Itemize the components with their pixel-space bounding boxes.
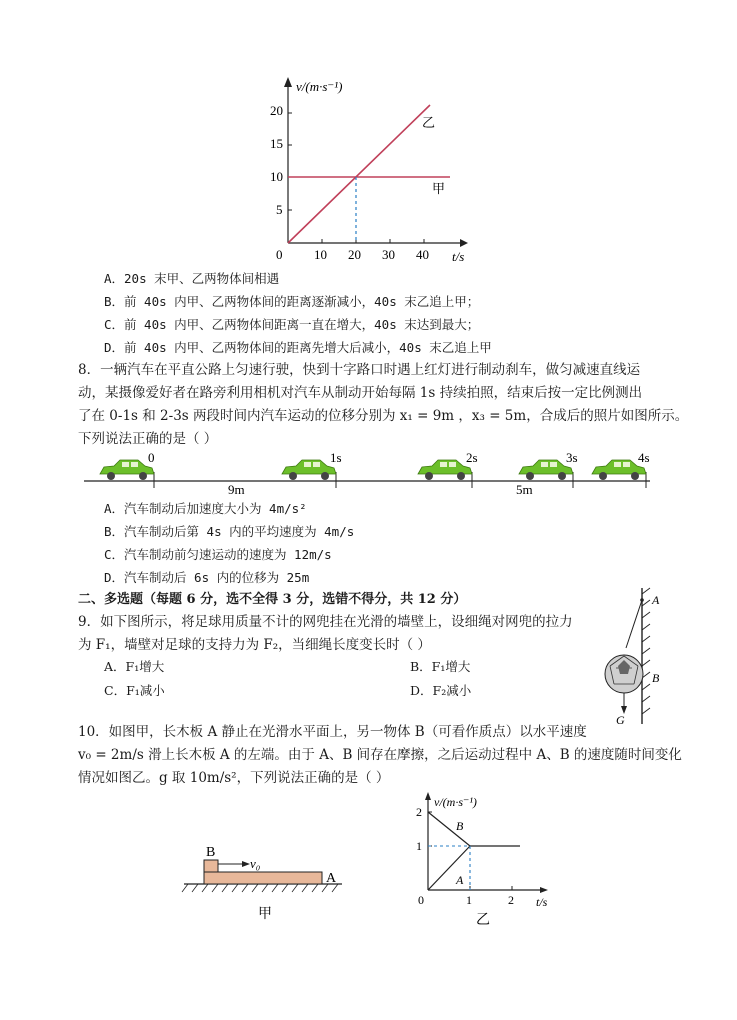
series-yi-line xyxy=(288,105,430,243)
ground-hatching xyxy=(182,884,338,892)
q7-option-a[interactable]: A．20s 末甲、乙两物体间相遇 xyxy=(104,271,280,286)
rope xyxy=(626,600,642,648)
q9-stem-line2: 为 F₁，墙壁对足球的支持力为 F₂，当细绳长度变长时（ ） xyxy=(78,637,431,653)
x-tick-1: 1 xyxy=(466,893,472,907)
wall-hatching xyxy=(642,588,650,714)
y-tick-20: 20 xyxy=(270,103,283,118)
car-label-0: 0 xyxy=(148,450,155,465)
series-jia-label: 甲 xyxy=(432,181,446,196)
origin-label: 0 xyxy=(418,893,424,907)
series-a-line xyxy=(428,846,470,890)
distance-5m: 5m xyxy=(516,482,533,497)
x-axis-label: t/s xyxy=(452,249,465,264)
q9-option-b[interactable]: B．F₁增大 xyxy=(410,659,471,674)
caption-yi: 乙 xyxy=(476,913,490,928)
car-icon xyxy=(282,460,336,480)
q9-option-d[interactable]: D．F₂减小 xyxy=(410,683,472,698)
y-axis-label: v/(m·s⁻¹) xyxy=(296,79,343,94)
label-a: A xyxy=(652,593,660,607)
q8-stem-line1: 8．一辆汽车在平直公路上匀速行驶，快到十字路口时遇上红灯进行制动刹车，做匀减速直线运 xyxy=(78,362,641,378)
caption-jia: 甲 xyxy=(258,907,272,920)
label-g: G xyxy=(616,713,625,726)
label-block-b: B xyxy=(206,845,216,860)
car-label-2s: 2s xyxy=(466,450,478,465)
car-photo-diagram xyxy=(80,448,660,498)
section-2-heading: 二、多选题（每题 6 分，选不全得 3 分，选错不得分，共 12 分） xyxy=(78,592,467,607)
q7-option-d[interactable]: D．前 40s 内甲、乙两物体间的距离先增大后减小，40s 末乙追上甲 xyxy=(104,340,492,355)
y-axis-arrow xyxy=(284,77,292,87)
q8-option-b[interactable]: B．汽车制动后第 4s 内的平均速度为 4m/s xyxy=(104,524,355,539)
car-icon xyxy=(519,460,573,480)
y-tick-5: 5 xyxy=(276,202,283,217)
origin-label: 0 xyxy=(276,247,283,262)
q8-stem-line2: 动，某摄像爱好者在路旁利用相机对汽车从制动开始每隔 1s 持续拍照，结束后按一定比例测出 xyxy=(78,385,643,401)
car-label-3s: 3s xyxy=(566,450,578,465)
q9-stem-line1: 9．如下图所示，将足球用质量不计的网兜挂在光滑的墙壁上，设细绳对网兜的拉力 xyxy=(78,614,573,630)
q7-option-c[interactable]: C．前 40s 内甲、乙两物体间距离一直在增大，40s 末达到最大； xyxy=(104,317,480,332)
football-wall-diagram xyxy=(596,586,676,726)
q10-stem-line3: 情况如图乙。g 取 10m/s²，下列说法正确的是（ ） xyxy=(78,770,390,786)
series-yi-label: 乙 xyxy=(422,115,436,130)
label-board-a: A xyxy=(326,871,337,886)
board-a xyxy=(204,872,322,884)
y-tick-10: 10 xyxy=(270,169,283,184)
car-icon xyxy=(418,460,472,480)
q10-stem-line2: v₀ = 2m/s 滑上长木板 A 的左端。由于 A、B 间存在摩擦，之后运动过程中 A、B 的速度随时间变化 xyxy=(78,747,682,763)
q8-option-c[interactable]: C．汽车制动前匀速运动的速度为 12m/s xyxy=(104,547,332,562)
q9-option-c[interactable]: C．F₁减小 xyxy=(104,683,165,698)
car-icon xyxy=(100,460,154,480)
car-label-4s: 4s xyxy=(638,450,650,465)
q8-stem-line4: 下列说法正确的是（ ） xyxy=(78,431,218,447)
y-tick-1: 1 xyxy=(416,839,422,853)
y-tick-2: 2 xyxy=(416,805,422,819)
q8-option-a[interactable]: A．汽车制动后加速度大小为 4m/s² xyxy=(104,501,307,516)
q8-option-d[interactable]: D．汽车制动后 6s 内的位移为 25m xyxy=(104,570,310,585)
q10-stem-line1: 10．如图甲，长木板 A 静止在光滑水平面上，另一物体 B（可看作质点）以水平速度 xyxy=(78,724,587,740)
label-b: B xyxy=(652,671,660,685)
x-tick-2: 2 xyxy=(508,893,514,907)
vt-graph-jia-yi xyxy=(270,75,480,265)
y-axis-label: v/(m·s⁻¹) xyxy=(434,795,477,809)
x-tick-20: 20 xyxy=(348,247,361,262)
vt-graph-a-b xyxy=(408,790,568,930)
x-tick-30: 30 xyxy=(382,247,395,262)
label-v0: v₀ xyxy=(250,856,261,871)
x-axis-arrow xyxy=(460,239,468,247)
series-b-line xyxy=(428,812,470,846)
q7-option-b[interactable]: B．前 40s 内甲、乙两物体间的距离逐渐减小，40s 末乙追上甲； xyxy=(104,294,480,309)
board-block-diagram xyxy=(180,840,350,920)
block-b xyxy=(204,860,218,872)
y-tick-15: 15 xyxy=(270,136,283,151)
x-tick-40: 40 xyxy=(416,247,429,262)
q9-option-a[interactable]: A．F₁增大 xyxy=(104,659,165,674)
distance-9m: 9m xyxy=(228,482,245,497)
x-tick-10: 10 xyxy=(314,247,327,262)
car-label-1s: 1s xyxy=(330,450,342,465)
label-series-b: B xyxy=(456,819,464,833)
x-axis-label: t/s xyxy=(536,895,548,909)
q8-stem-line3: 了在 0-1s 和 2-3s 两段时间内汽车运动的位移分别为 x₁ = 9m ，x₃ = 5m，合成后的照片如图所示。 xyxy=(78,408,689,424)
label-series-a: A xyxy=(456,873,464,887)
